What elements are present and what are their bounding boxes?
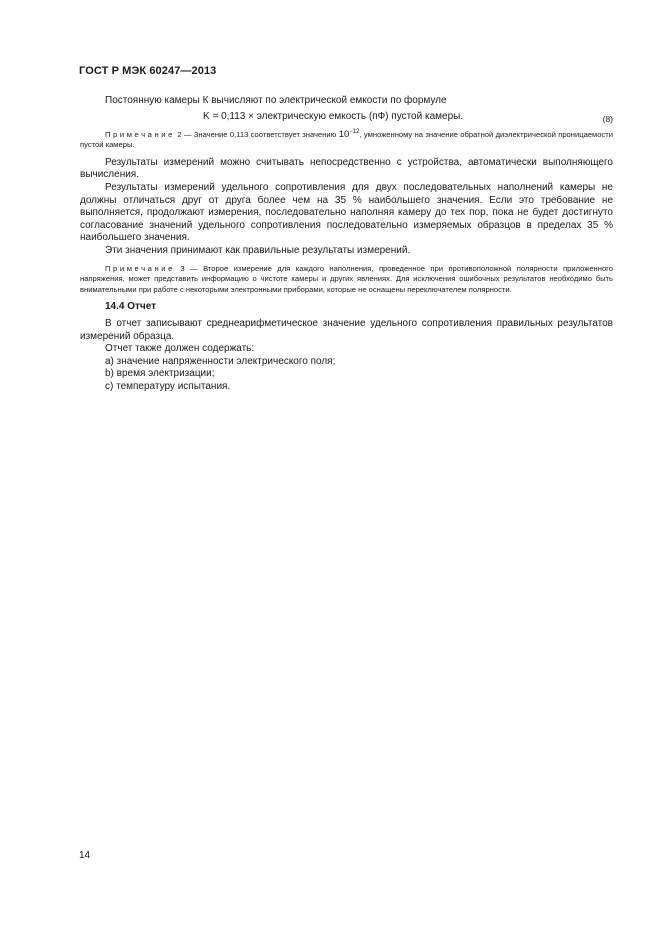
note-2 [80,130,613,151]
note-2-text-end: , умноженному на значение обратной диэлектрической проницаемости пустой камеры. [80,129,613,150]
note-2-label: Примечание [105,129,175,139]
document-code-header: ГОСТ Р МЭК 60247—2013 [79,65,217,77]
formula-text: K = 0,113 × электрическую емкость (пФ) пустой камеры. [203,110,464,122]
paragraph-chamber-constant: Постоянную камеры К вычисляют по электрической емкости по формуле [105,95,447,106]
paragraph-report: В отчет записывают среднеарифметическое значение удельного сопротивления правильных результатов измерений образца. [80,317,613,342]
paragraph-results-two-fillings: Результаты измерений удельного сопротивления для двух последовательных наполнений камеры не должны отличаться друг от друга более чем на 35 % наибольшего значения. Если это требование не выполняется, продолжают измерения, последовательно наполняя камеру до тех пор, пока не будет достигнуто согласование значений удельного сопротивления последовательно измеряемых образцов в пределах 35 % наибольшего значения. [80,181,613,244]
paragraph-results-read: Результаты измерений можно считывать непосредственно с устройства, автоматически выполняющего вычисления. [80,156,613,181]
formula-8 [80,111,613,124]
list-item-test-temperature: c) температуру испытания. [105,380,231,392]
note-3 [80,264,613,296]
note-2-power-base: 10 [338,128,350,140]
note-3-label: Примечание [105,263,175,273]
note-3-text: 3 — Второе измерение для каждого наполнения, проведенное при противоположной полярности приложенного напряжения, может представить информацию о чистоте камеры и других явлениях. Для исключения ошибочных результатов необходимо быть внимательными при работе с некоторыми электронными приборами, которые не оснащены переключателем полярности. [80,263,613,294]
paragraph-accept-results: Эти значения принимают как правильные результаты измерений. [105,244,411,256]
section-heading-report: 14.4 Отчет [105,301,157,313]
page-content [80,95,613,393]
formula-number: (8) [602,113,613,124]
list-item-electrification-time: b) время электризации; [105,368,215,380]
paragraph-report-contains: Отчет также должен содержать: [105,343,255,355]
page-number: 14 [79,850,91,861]
note-2-text-start: 2 — Значение 0,113 соответствует значению [177,129,337,139]
list-item-field-strength: a) значение напряженности электрического поля; [105,355,336,367]
note-2-power-exp: −12 [349,128,360,135]
